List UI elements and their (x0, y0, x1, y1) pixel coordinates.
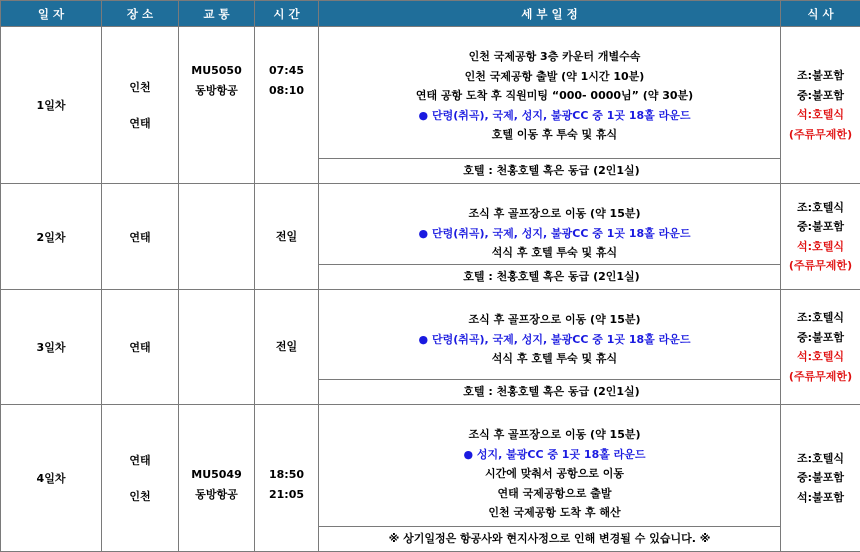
meal-item: 석:호텔식 (781, 237, 860, 257)
meal-cell (781, 184, 860, 290)
schedule-wrap (319, 290, 780, 404)
schedule-item: 호텔 이동 후 투숙 및 휴식 (329, 125, 780, 145)
hotel-info: 호텔 : 천홍호텔 혹은 동급 (2인1실) (319, 379, 780, 404)
place-name: 연태 (102, 229, 178, 245)
schedule-item: 인천 국제공항 출발 (약 1시간 10분) (329, 67, 780, 87)
schedule-cell (319, 27, 781, 184)
schedule-lines (319, 184, 780, 263)
meal-item: 중:불포함 (781, 86, 860, 106)
place-name: 인천 (102, 79, 178, 95)
header-row (1, 1, 860, 27)
schedule-item: 연태 국제공항으로 출발 (329, 484, 780, 504)
header-schedule: 세 부 일 정 (319, 1, 781, 27)
header-time: 시 간 (255, 1, 319, 27)
place-name: 인천 (102, 488, 178, 504)
transport-cell (179, 27, 255, 184)
place-name: 연태 (102, 115, 178, 131)
meal-item: 석:호텔식 (781, 105, 860, 125)
transport-text: 동방항공 (179, 485, 254, 505)
day-row (1, 405, 860, 552)
schedule-wrap (319, 184, 780, 289)
schedule-cell (319, 405, 781, 552)
day-label: 2일차 (1, 184, 102, 290)
schedule-wrap (319, 405, 780, 551)
header-place: 장 소 (102, 1, 179, 27)
time-text: 08:10 (255, 81, 318, 101)
meal-item: 조:호텔식 (781, 449, 860, 469)
header-date: 일 자 (1, 1, 102, 27)
schedule-item: 조식 후 골프장으로 이동 (약 15분) (329, 310, 780, 330)
time-list (255, 405, 318, 504)
time-text: 07:45 (255, 61, 318, 81)
place-list (102, 229, 178, 245)
schedule-notice: ※ 상기일정은 항공사와 현지사정으로 인해 변경될 수 있습니다. ※ (319, 526, 780, 551)
time-text: 21:05 (255, 485, 318, 505)
hotel-info: 호텔 : 천홍호텔 혹은 동급 (2인1실) (319, 158, 780, 183)
transport-text: MU5050 (179, 61, 254, 81)
round-item: ● 단령(취곡), 국제, 성지, 불광CC 중 1곳 18홀 라운드 (329, 106, 780, 126)
meal-item: 중:불포함 (781, 328, 860, 348)
transport-cell (179, 184, 255, 290)
place-list (102, 339, 178, 355)
place-name: 연태 (102, 339, 178, 355)
schedule-lines (319, 405, 780, 523)
round-item: ● 단령(취곡), 국제, 성지, 불광CC 중 1곳 18홀 라운드 (329, 330, 780, 350)
meal-item: 조:불포함 (781, 66, 860, 86)
meal-cell (781, 27, 860, 184)
hotel-info: 호텔 : 천홍호텔 혹은 동급 (2인1실) (319, 264, 780, 289)
schedule-item: 조식 후 골프장으로 이동 (약 15분) (329, 425, 780, 445)
schedule-item: 인천 국제공항 도착 후 해산 (329, 503, 780, 523)
time-list (255, 27, 318, 100)
place-cell (102, 290, 179, 405)
day-row (1, 290, 860, 405)
schedule-lines (319, 27, 780, 145)
time-cell (255, 184, 319, 290)
schedule-item: 조식 후 골프장으로 이동 (약 15분) (329, 204, 780, 224)
place-cell (102, 184, 179, 290)
header-transport: 교 통 (179, 1, 255, 27)
schedule-cell (319, 184, 781, 290)
schedule-item: 석식 후 호텔 투숙 및 휴식 (329, 243, 780, 263)
transport-cell (179, 290, 255, 405)
transport-cell (179, 405, 255, 552)
place-cell (102, 27, 179, 184)
day-label: 1일차 (1, 27, 102, 184)
time-list (255, 337, 318, 357)
meal-cell (781, 290, 860, 405)
time-list (255, 227, 318, 247)
meal-item: 조:호텔식 (781, 198, 860, 218)
time-cell (255, 27, 319, 184)
meal-item: 석:호텔식 (781, 347, 860, 367)
time-cell (255, 290, 319, 405)
time-cell (255, 405, 319, 552)
transport-list (179, 405, 254, 504)
time-text: 전일 (255, 227, 318, 247)
meal-cell (781, 405, 860, 552)
schedule-cell (319, 290, 781, 405)
meal-item: 석:불포함 (781, 488, 860, 508)
meal-list (781, 198, 860, 276)
schedule-item: 시간에 맞춰서 공항으로 이동 (329, 464, 780, 484)
place-list (102, 452, 178, 504)
meal-item: 중:불포함 (781, 217, 860, 237)
meal-list (781, 66, 860, 144)
schedule-item: 인천 국제공항 3층 카운터 개별수속 (329, 47, 780, 67)
meal-list (781, 308, 860, 386)
round-item: ● 성지, 불광CC 중 1곳 18홀 라운드 (329, 445, 780, 465)
meal-item: (주류무제한) (781, 125, 860, 145)
time-text: 18:50 (255, 465, 318, 485)
meal-item: 조:호텔식 (781, 308, 860, 328)
transport-list (179, 27, 254, 100)
schedule-item: 연태 공항 도착 후 직원미팅 “000- 0000님” (약 30분) (329, 86, 780, 106)
meal-list (781, 449, 860, 508)
meal-item: (주류무제한) (781, 367, 860, 387)
day-row (1, 27, 860, 184)
transport-text: MU5049 (179, 465, 254, 485)
meal-item: (주류무제한) (781, 256, 860, 276)
day-label: 3일차 (1, 290, 102, 405)
time-text: 전일 (255, 337, 318, 357)
schedule-wrap (319, 27, 780, 183)
place-list (102, 79, 178, 131)
place-cell (102, 405, 179, 552)
schedule-lines (319, 290, 780, 369)
schedule-item: 석식 후 호텔 투숙 및 휴식 (329, 349, 780, 369)
round-item: ● 단령(취곡), 국제, 성지, 불광CC 중 1곳 18홀 라운드 (329, 224, 780, 244)
header-meals: 식 사 (781, 1, 860, 27)
day-row (1, 184, 860, 290)
meal-item: 중:불포함 (781, 468, 860, 488)
day-label: 4일차 (1, 405, 102, 552)
place-name: 연태 (102, 452, 178, 468)
transport-text: 동방항공 (179, 81, 254, 101)
